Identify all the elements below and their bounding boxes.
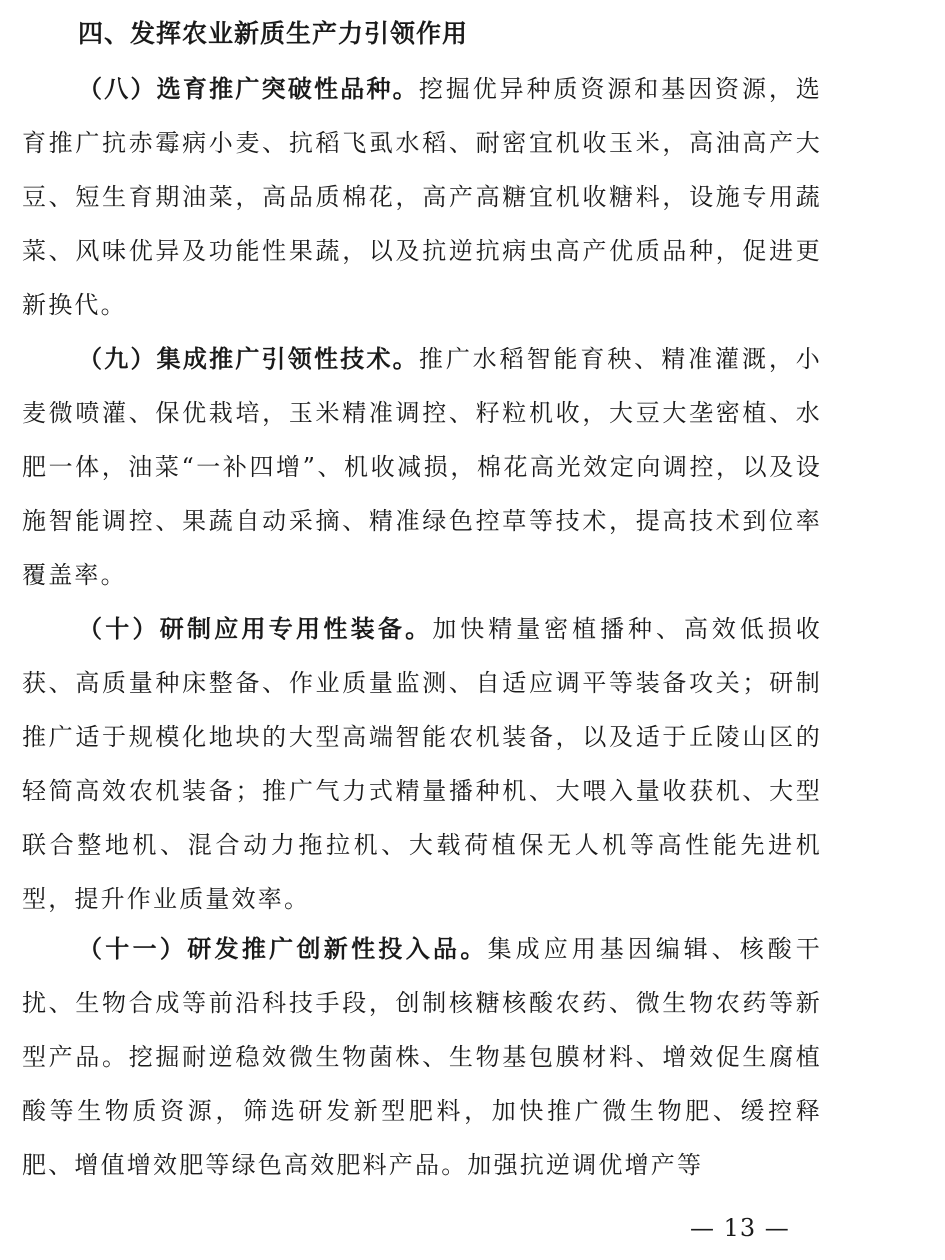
paragraph-equipment xyxy=(22,602,822,926)
paragraph-lead: （九）集成推广引领性技术。 xyxy=(78,345,419,373)
paragraph-body: 加快精量密植播种、高效低损收获、高质量种床整备、作业质量监测、自适应调平等装备攻关；研制推广适于规模化地块的大型高端智能农机装备，以及适于丘陵山区的轻简高效农机装备；推广气力式精量播种机、大喂入量收获机、大型联合整地机、混合动力拖拉机、大载荷植保无人机等高性能先进机型，提升作业质量效率。 xyxy=(22,615,822,913)
paragraph-inputs xyxy=(22,922,822,1192)
paragraph-technology xyxy=(22,332,822,602)
paragraph-breeding xyxy=(22,62,822,332)
paragraph-lead: （八）选育推广突破性品种。 xyxy=(78,75,419,103)
paragraph-body: 推广水稻智能育秧、精准灌溉，小麦微喷灌、保优栽培，玉米精准调控、籽粒机收，大豆大垄密植、水肥一体，油菜“一补四增”、机收减损，棉花高光效定向调控，以及设施智能调控、果蔬自动采摘、精准绿色控草等技术，提高技术到位率覆盖率。 xyxy=(22,345,823,589)
paragraph-lead: （十）研制应用专用性装备。 xyxy=(78,615,433,643)
paragraph-lead: （十一）研发推广创新性投入品。 xyxy=(78,935,488,963)
paragraph-body: 集成应用基因编辑、核酸干扰、生物合成等前沿科技手段，创制核糖核酸农药、微生物农药等新型产品。挖掘耐逆稳效微生物菌株、生物基包膜材料、增效促生腐植酸等生物质资源，筛选研发新型肥料，加快推广微生物肥、缓控释肥、增值增效肥等绿色高效肥料产品。加强抗逆调优增产等 xyxy=(22,935,822,1179)
section-heading: 四、发挥农业新质生产力引领作用 xyxy=(78,19,469,48)
paragraph-body: 挖掘优异种质资源和基因资源，选育推广抗赤霉病小麦、抗稻飞虱水稻、耐密宜机收玉米，高油高产大豆、短生育期油菜，高品质棉花，高产高糖宜机收糖料，设施专用蔬菜、风味优异及功能性果蔬，以及抗逆抗病虫高产优质品种，促进更新换代。 xyxy=(22,75,823,319)
page-number: — 13 — xyxy=(690,1214,790,1242)
